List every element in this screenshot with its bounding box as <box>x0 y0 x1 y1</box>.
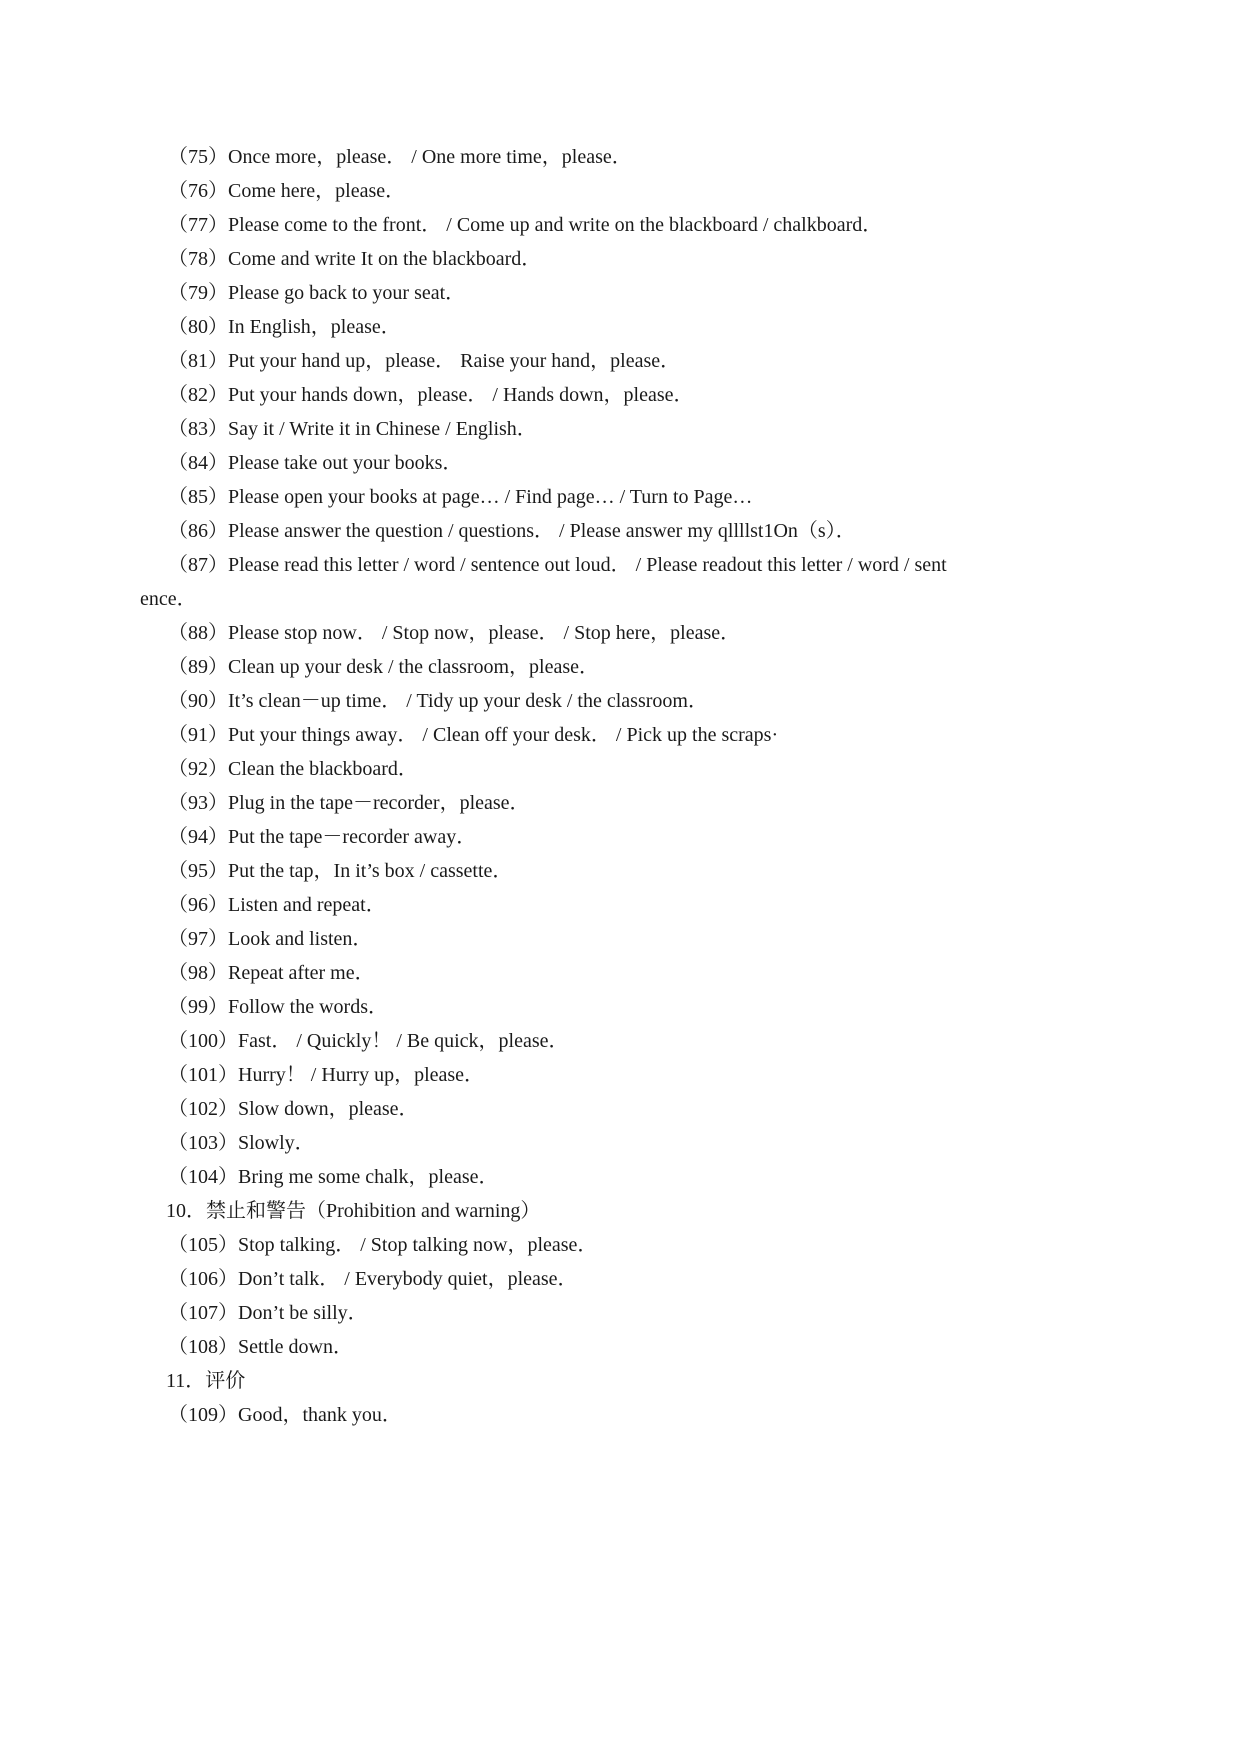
document-line: （100）Fast． / Quickly！ / Be quick，please． <box>168 1030 569 1052</box>
document-line: （78）Come and write It on the blackboard． <box>168 248 542 270</box>
document-line: （86）Please answer the question / questions． / Please answer my qllllst1On（s）． <box>168 520 856 542</box>
document-line: （87）Please read this letter / word / sentence out loud． / Please readout this letter / word / sent <box>168 554 947 576</box>
document-line: （85）Please open your books at page… / Find page… / Turn to Page… <box>168 486 753 508</box>
document-line: （91）Put your things away． / Clean off your desk． / Pick up the scraps· <box>168 724 779 746</box>
document-line: （75）Once more，please． / One more time，please． <box>168 146 632 168</box>
document-line: （105）Stop talking． / Stop talking now，please． <box>168 1234 598 1256</box>
document-line: （107）Don’t be silly． <box>168 1302 368 1324</box>
document-line: （97）Look and listen． <box>168 928 373 950</box>
section-heading: 11．评价 <box>166 1370 246 1392</box>
document-line: （84）Please take out your books． <box>168 452 463 474</box>
document-line: （95）Put the tap，In it’s box / cassette． <box>168 860 513 882</box>
document-line: （79）Please go back to your seat． <box>168 282 466 304</box>
document-line: （77）Please come to the front． / Come up and write on the blackboard / chalkboard． <box>168 214 883 236</box>
section-heading: 10．禁止和警告（Prohibition and warning） <box>166 1200 541 1222</box>
document-line: （104）Bring me some chalk，please． <box>168 1166 499 1188</box>
document-line: （101）Hurry！ / Hurry up，please． <box>168 1064 485 1086</box>
document-line: （103）Slowly． <box>168 1132 315 1154</box>
document-line: （82）Put your hands down，please． / Hands down，please． <box>168 384 694 406</box>
document-line: （109）Good，thank you． <box>168 1404 402 1426</box>
document-line: （98）Repeat after me． <box>168 962 375 984</box>
document-line: （92）Clean the blackboard． <box>168 758 418 780</box>
document-line: （108）Settle down． <box>168 1336 353 1358</box>
document-line: （93）Plug in the tape－recorder，please． <box>168 792 530 814</box>
document-line: （99）Follow the words． <box>168 996 388 1018</box>
document-line: （80）In English，please． <box>168 316 401 338</box>
document-line: （81）Put your hand up，please． Raise your hand，please． <box>168 350 681 372</box>
document-line: （89）Clean up your desk / the classroom，please． <box>168 656 600 678</box>
document-body <box>140 140 1101 1432</box>
document-line: （106）Don’t talk． / Everybody quiet，please． <box>168 1268 578 1290</box>
document-line: （96）Listen and repeat． <box>168 894 386 916</box>
document-line: （88）Please stop now． / Stop now，please． / Stop here，please． <box>168 622 741 644</box>
document-line: （76）Come here，please． <box>168 180 406 202</box>
document-line: （83）Say it / Write it in Chinese / English． <box>168 418 537 440</box>
document-line: （90）It’s clean－up time． / Tidy up your desk / the classroom． <box>168 690 708 712</box>
document-line: （102）Slow down，please． <box>168 1098 419 1120</box>
document-line-continuation: ence． <box>140 588 197 610</box>
document-line: （94）Put the tape－recorder away． <box>168 826 477 848</box>
